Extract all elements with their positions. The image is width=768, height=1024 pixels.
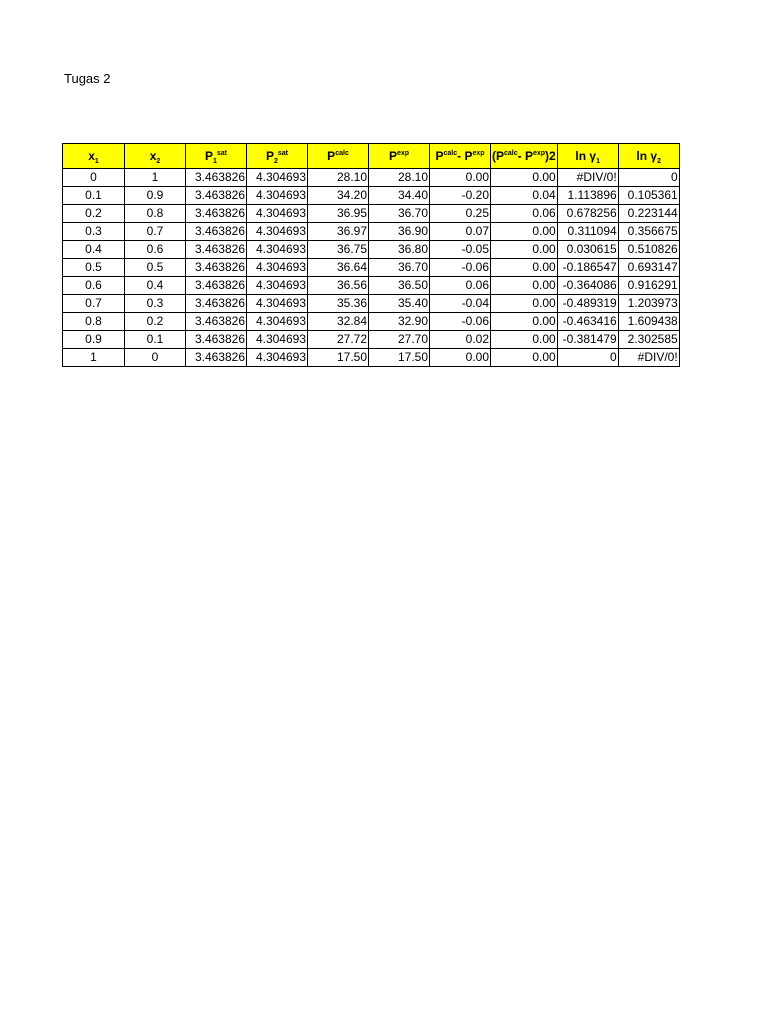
cell-x1: 0.7: [63, 295, 125, 313]
header-superscript: calc: [335, 150, 349, 157]
cell-ln-gamma1: -0.381479: [557, 331, 618, 349]
cell-p-diff-squared: 0.00: [491, 349, 558, 367]
header-symbol: x: [149, 149, 157, 163]
header-p-exp: [369, 144, 430, 169]
table-row: [63, 331, 680, 349]
table-row: [63, 241, 680, 259]
cell-p-diff: 0.02: [430, 331, 491, 349]
header-subscript: 2: [156, 158, 161, 165]
header-superscript: calc: [504, 150, 518, 157]
cell-x2: 0.7: [125, 223, 186, 241]
header-superscript: exp: [396, 150, 410, 157]
header-symbol: P: [265, 149, 274, 163]
cell-p-calc: 36.56: [308, 277, 369, 295]
cell-p-exp: 28.10: [369, 169, 430, 187]
header-symbol: x: [88, 149, 95, 163]
header-symbol: )2: [545, 149, 556, 163]
cell-p-calc: 36.95: [308, 205, 369, 223]
cell-p1-sat: 3.463826: [186, 313, 247, 331]
cell-p-diff: -0.06: [430, 259, 491, 277]
table-row: [63, 277, 680, 295]
cell-ln-gamma1: -0.364086: [557, 277, 618, 295]
header-subscript: 1: [212, 158, 217, 165]
cell-x1: 0.8: [63, 313, 125, 331]
table-row: [63, 295, 680, 313]
cell-p-diff-squared: 0.00: [491, 277, 558, 295]
header-ln-gamma1: [557, 144, 618, 169]
cell-p-diff-squared: 0.04: [491, 187, 558, 205]
cell-p-diff-squared: 0.00: [491, 241, 558, 259]
header-superscript: exp: [472, 150, 485, 157]
cell-p1-sat: 3.463826: [186, 187, 247, 205]
cell-p-diff: -0.06: [430, 313, 491, 331]
cell-p-exp: 36.50: [369, 277, 430, 295]
cell-ln-gamma2: 0.223144: [618, 205, 679, 223]
header-superscript: sat: [216, 150, 228, 157]
cell-p1-sat: 3.463826: [186, 241, 247, 259]
cell-p-exp: 27.70: [369, 331, 430, 349]
cell-p-calc: 36.64: [308, 259, 369, 277]
cell-ln-gamma2: 2.302585: [618, 331, 679, 349]
header-row: [63, 144, 680, 169]
table-row: [63, 223, 680, 241]
cell-p2-sat: 4.304693: [247, 223, 308, 241]
cell-ln-gamma2: 0.693147: [618, 259, 679, 277]
cell-p1-sat: 3.463826: [186, 259, 247, 277]
cell-p-diff: -0.20: [430, 187, 491, 205]
cell-p-diff: 0.06: [430, 277, 491, 295]
header-superscript: exp: [532, 150, 546, 157]
cell-x1: 1: [63, 349, 125, 367]
cell-p2-sat: 4.304693: [247, 187, 308, 205]
header-symbol: P: [327, 149, 336, 163]
header-symbol: - P: [457, 149, 473, 163]
table-body: [63, 169, 680, 367]
cell-p2-sat: 4.304693: [247, 205, 308, 223]
cell-p2-sat: 4.304693: [247, 349, 308, 367]
cell-p-calc: 34.20: [308, 187, 369, 205]
cell-p-diff: 0.07: [430, 223, 491, 241]
table-row: [63, 169, 680, 187]
cell-x1: 0.1: [63, 187, 125, 205]
header-subscript: 2: [657, 158, 661, 165]
cell-p1-sat: 3.463826: [186, 295, 247, 313]
cell-x2: 0.8: [125, 205, 186, 223]
cell-p-exp: 36.90: [369, 223, 430, 241]
header-symbol: P: [204, 149, 213, 163]
cell-p-calc: 27.72: [308, 331, 369, 349]
cell-x1: 0.6: [63, 277, 125, 295]
header-ln-gamma2: [618, 144, 679, 169]
cell-p-calc: 28.10: [308, 169, 369, 187]
cell-p-exp: 34.40: [369, 187, 430, 205]
cell-p1-sat: 3.463826: [186, 331, 247, 349]
cell-ln-gamma2: 1.203973: [618, 295, 679, 313]
cell-p2-sat: 4.304693: [247, 331, 308, 349]
cell-p2-sat: 4.304693: [247, 169, 308, 187]
cell-p2-sat: 4.304693: [247, 313, 308, 331]
cell-ln-gamma1: 0.030615: [557, 241, 618, 259]
table-row: [63, 313, 680, 331]
cell-p-calc: 35.36: [308, 295, 369, 313]
header-x2: [125, 144, 186, 169]
cell-x2: 0.4: [125, 277, 186, 295]
header-superscript: calc: [443, 150, 458, 157]
cell-x1: 0.9: [63, 331, 125, 349]
cell-p2-sat: 4.304693: [247, 241, 308, 259]
header-p-diff: [430, 144, 491, 169]
header-p-diff-squared: [491, 144, 558, 169]
cell-p-exp: 36.70: [369, 259, 430, 277]
cell-p1-sat: 3.463826: [186, 205, 247, 223]
cell-p-diff: -0.04: [430, 295, 491, 313]
cell-x2: 0.1: [125, 331, 186, 349]
cell-p-diff-squared: 0.00: [491, 313, 558, 331]
cell-p-calc: 32.84: [308, 313, 369, 331]
cell-p1-sat: 3.463826: [186, 223, 247, 241]
cell-x2: 0.2: [125, 313, 186, 331]
table-row: [63, 259, 680, 277]
cell-x1: 0.5: [63, 259, 125, 277]
header-symbol: ln γ: [636, 149, 658, 163]
cell-p-diff-squared: 0.00: [491, 331, 558, 349]
cell-p-calc: 36.75: [308, 241, 369, 259]
cell-x1: 0: [63, 169, 125, 187]
table-row: [63, 349, 680, 367]
header-p1-sat: [186, 144, 247, 169]
cell-ln-gamma2: #DIV/0!: [618, 349, 679, 367]
header-subscript: 2: [273, 158, 278, 165]
header-symbol: - P: [517, 149, 533, 163]
cell-p-exp: 35.40: [369, 295, 430, 313]
header-superscript: sat: [277, 150, 289, 157]
cell-p2-sat: 4.304693: [247, 295, 308, 313]
cell-ln-gamma1: -0.489319: [557, 295, 618, 313]
header-x1: [63, 144, 125, 169]
header-symbol: P: [435, 149, 444, 163]
cell-p-exp: 17.50: [369, 349, 430, 367]
cell-p-diff: 0.00: [430, 349, 491, 367]
cell-p-diff-squared: 0.06: [491, 205, 558, 223]
cell-p-diff-squared: 0.00: [491, 169, 558, 187]
cell-p-exp: 36.70: [369, 205, 430, 223]
cell-ln-gamma2: 0.916291: [618, 277, 679, 295]
cell-p-calc: 17.50: [308, 349, 369, 367]
cell-ln-gamma1: 0.678256: [557, 205, 618, 223]
cell-p-diff: 0.25: [430, 205, 491, 223]
cell-p-exp: 32.90: [369, 313, 430, 331]
cell-p-diff: -0.05: [430, 241, 491, 259]
cell-ln-gamma1: -0.463416: [557, 313, 618, 331]
cell-ln-gamma1: 0.311094: [557, 223, 618, 241]
cell-ln-gamma1: 0: [557, 349, 618, 367]
cell-x2: 0: [125, 349, 186, 367]
header-symbol: P: [388, 149, 397, 163]
cell-ln-gamma2: 1.609438: [618, 313, 679, 331]
cell-ln-gamma1: #DIV/0!: [557, 169, 618, 187]
header-subscript: 1: [596, 158, 600, 165]
table-row: [63, 187, 680, 205]
table-row: [63, 205, 680, 223]
cell-ln-gamma2: 0: [618, 169, 679, 187]
cell-ln-gamma2: 0.105361: [618, 187, 679, 205]
cell-p-exp: 36.80: [369, 241, 430, 259]
cell-p1-sat: 3.463826: [186, 349, 247, 367]
cell-x2: 0.6: [125, 241, 186, 259]
cell-p-diff: 0.00: [430, 169, 491, 187]
cell-x1: 0.3: [63, 223, 125, 241]
header-p-calc: [308, 144, 369, 169]
cell-x1: 0.2: [63, 205, 125, 223]
cell-p1-sat: 3.463826: [186, 169, 247, 187]
cell-ln-gamma2: 0.510826: [618, 241, 679, 259]
header-symbol: (P: [492, 149, 504, 163]
cell-x2: 0.9: [125, 187, 186, 205]
header-subscript: 1: [94, 158, 99, 165]
header-p2-sat: [247, 144, 308, 169]
cell-p2-sat: 4.304693: [247, 277, 308, 295]
header-symbol: ln γ: [575, 149, 597, 163]
cell-p-diff-squared: 0.00: [491, 295, 558, 313]
cell-ln-gamma1: -0.186547: [557, 259, 618, 277]
data-table: [62, 143, 680, 367]
cell-ln-gamma1: 1.113896: [557, 187, 618, 205]
cell-p-diff-squared: 0.00: [491, 259, 558, 277]
cell-x2: 0.3: [125, 295, 186, 313]
cell-x2: 1: [125, 169, 186, 187]
cell-p-calc: 36.97: [308, 223, 369, 241]
cell-ln-gamma2: 0.356675: [618, 223, 679, 241]
cell-x2: 0.5: [125, 259, 186, 277]
document-title: Tugas 2: [64, 71, 111, 86]
cell-p2-sat: 4.304693: [247, 259, 308, 277]
cell-p-diff-squared: 0.00: [491, 223, 558, 241]
cell-x1: 0.4: [63, 241, 125, 259]
cell-p1-sat: 3.463826: [186, 277, 247, 295]
